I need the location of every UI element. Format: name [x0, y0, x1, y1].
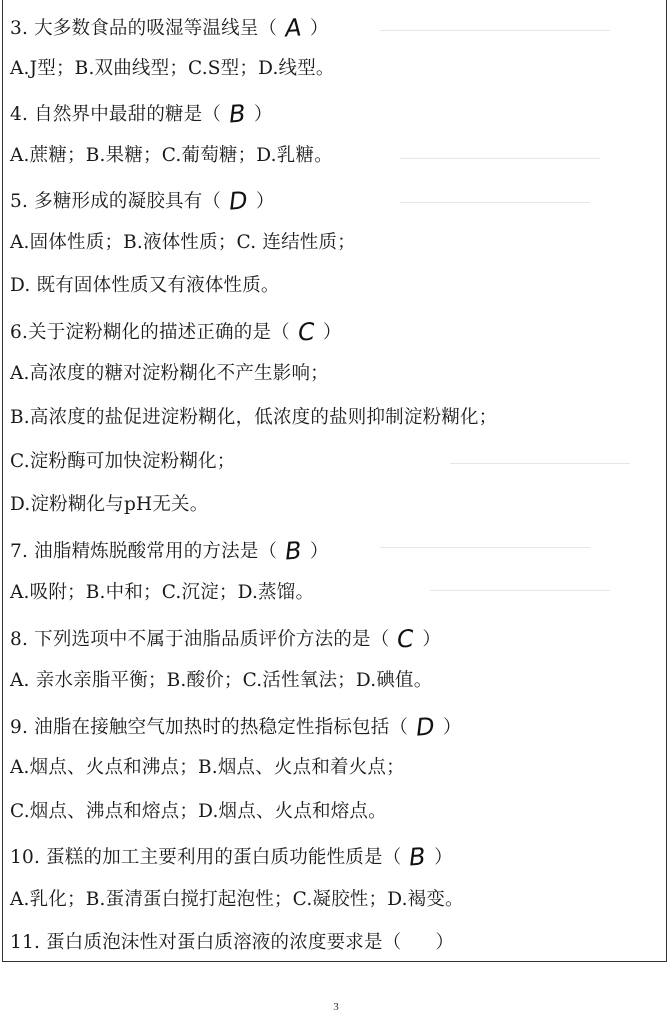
handwritten-answer: A: [284, 13, 303, 43]
question-4-options: A.蔗糖；B.果糖；C.葡萄糖；D.乳糖。: [10, 145, 333, 166]
question-stem-text: 7. 油脂精炼脱酸常用的方法是（: [10, 541, 278, 562]
question-9-stem: [10, 713, 462, 740]
question-stem-text: 9. 油脂在接触空气加热时的热稳定性指标包括（: [10, 717, 409, 738]
question-10-stem: [10, 843, 453, 870]
page-number: 3: [333, 1001, 339, 1013]
question-stem-close: ）: [255, 191, 275, 212]
question-6-option-a: A.高浓度的糖对淀粉糊化不产生影响；: [10, 363, 329, 384]
question-stem-text: 8. 下列选项中不属于油脂品质评价方法的是（: [10, 629, 390, 650]
question-stem-close: ）: [435, 932, 455, 953]
question-stem-close: ）: [322, 322, 342, 343]
question-9-options-line-1: A.烟点、火点和沸点；B.烟点、火点和着火点；: [10, 757, 405, 778]
question-7-options: A.吸附；B.中和；C.沉淀；D.蒸馏。: [10, 582, 315, 603]
handwritten-answer: D: [415, 712, 436, 742]
question-stem-close: ）: [442, 717, 462, 738]
question-6-stem: [10, 318, 342, 345]
handwritten-answer: D: [228, 186, 249, 216]
question-stem-text: 3. 大多数食品的吸湿等温线呈（: [10, 18, 278, 39]
question-6-option-b: B.高浓度的盐促进淀粉糊化，低浓度的盐则抑制淀粉糊化；: [10, 407, 498, 428]
question-11-stem: [10, 931, 454, 955]
question-stem-close: ）: [422, 629, 442, 650]
question-6-option-c: C.淀粉酶可加快淀粉糊化；: [10, 451, 236, 472]
question-stem-text: 4. 自然界中最甜的糖是（: [10, 104, 222, 125]
question-stem-close: ）: [309, 541, 329, 562]
handwritten-answer: B: [408, 842, 428, 872]
question-3-options: A.J型；B.双曲线型；C.S型；D.线型。: [10, 58, 335, 79]
question-stem-close: ）: [309, 18, 329, 39]
question-5-options-line-2: D. 既有固体性质又有液体性质。: [10, 275, 280, 296]
question-5-stem: [10, 187, 275, 214]
question-stem-close: ）: [434, 847, 453, 868]
question-7-stem: [10, 537, 329, 564]
question-5-options-line-1: A.固体性质；B.液体性质；C. 连结性质；: [10, 232, 356, 253]
question-10-options: A.乳化；B.蛋清蛋白搅打起泡性；C.凝胶性；D.褐变。: [10, 889, 464, 910]
question-8-options: A. 亲水亲脂平衡；B.酸价；C.活性氧法；D.碘值。: [10, 670, 433, 691]
question-stem-close: ）: [253, 104, 273, 125]
handwritten-answer: B: [228, 99, 247, 129]
handwritten-answer: B: [284, 536, 303, 566]
handwritten-answer: C: [296, 317, 316, 347]
question-stem-text: 5. 多糖形成的凝胶具有（: [10, 191, 222, 212]
question-stem-text: 6.关于淀粉糊化的描述正确的是（: [10, 322, 290, 343]
question-3-stem: [10, 14, 329, 41]
question-4-stem: [10, 100, 273, 127]
question-stem-text: 11. 蛋白质泡沫性对蛋白质溶液的浓度要求是（: [10, 932, 402, 953]
question-9-options-line-2: C.烟点、沸点和熔点；D.烟点、火点和熔点。: [10, 801, 387, 822]
handwritten-answer: C: [396, 624, 416, 654]
question-6-option-d: D.淀粉糊化与pH无关。: [10, 494, 209, 515]
question-8-stem: [10, 625, 441, 652]
question-stem-text: 10. 蛋糕的加工主要利用的蛋白质功能性质是（: [10, 847, 402, 868]
